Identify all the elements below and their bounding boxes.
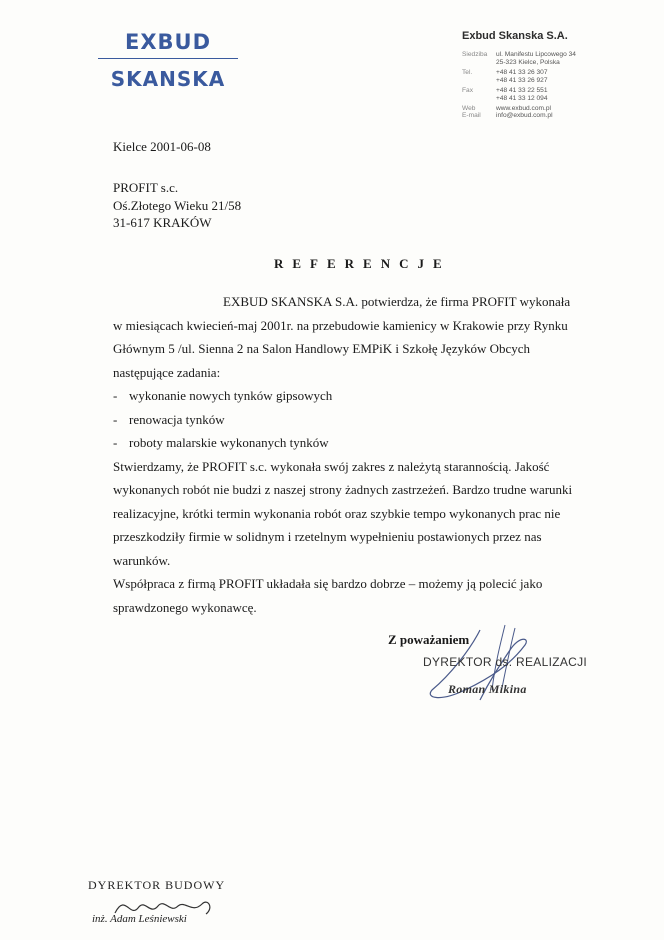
info-key: Fax	[462, 87, 473, 94]
task-list-item: - renowacja tynków	[113, 411, 225, 427]
info-key: Tel.	[462, 69, 473, 76]
recipient-line: Oś.Złotego Wieku 21/58	[113, 197, 242, 213]
signer-name: Roman Mikina	[448, 682, 527, 696]
body-line: następujące zadania:	[113, 364, 221, 380]
body-line: sprawdzonego wykonawcę.	[113, 599, 257, 615]
info-row-email	[462, 112, 652, 120]
recipient-line: PROFIT s.c.	[113, 180, 179, 195]
recipient-line: 31-617 KRAKÓW	[113, 215, 212, 230]
logo-divider	[98, 58, 238, 59]
info-value: www.exbud.com.pl	[496, 105, 551, 112]
info-key: E-mail	[462, 111, 481, 119]
body-line: Głównym 5 /ul. Sienna 2 na Salon Handlowy EMPiK i Szkołę Języków Obcych	[113, 341, 531, 356]
task-list-item: - roboty malarskie wykonanych tynków	[113, 435, 329, 450]
letter-heading: REFERENCJE	[274, 256, 451, 271]
company-logo	[98, 30, 238, 91]
letter-date: Kielce 2001-06-08	[113, 139, 211, 154]
info-value: ul. Manifestu Lipcowego 34 25-323 Kielce, Polska	[496, 51, 576, 66]
info-value: info@exbud.com.pl	[496, 111, 553, 119]
task-list-item: - wykonanie nowych tynków gipsowych	[113, 388, 333, 403]
bottom-signature	[110, 888, 220, 933]
bottom-stamp-title: DYREKTOR BUDOWY	[88, 878, 226, 892]
body-line: realizacyjne, krótki termin wykonania robót oraz szybkie tempo wykonanych prac nie	[113, 505, 561, 521]
body-line: Współpraca z firmą PROFIT układała się bardzo dobrze – możemy ją polecić jako	[113, 576, 543, 591]
greeting-text: Z poważaniem	[388, 632, 470, 647]
info-row-phone	[462, 69, 652, 84]
logo-line-2: SKANSKA	[110, 67, 226, 91]
bottom-stamp-name: inż. Adam Leśniewski	[92, 913, 187, 925]
company-info	[462, 30, 652, 122]
info-row-address	[462, 51, 652, 66]
info-value: +48 41 33 26 307 +48 41 33 26 927	[496, 69, 548, 84]
body-line: warunków.	[113, 552, 171, 568]
info-row-fax	[462, 87, 652, 102]
info-key: Siedziba	[462, 51, 488, 58]
body-line: wykonanych robót nie budzi z naszej strony żadnych zastrzeżeń. Bardzo trudne warunki	[113, 482, 573, 497]
body-line: w miesiącach kwiecień-maj 2001r. na przebudowie kamienicy w Krakowie przy Rynku	[113, 317, 568, 333]
signer-title: DYREKTOR ds. REALIZACJI	[423, 655, 588, 669]
body-line: przeszkodziły firmie w solidnym i rzetelnym wypełnieniu postawionych przez nas	[113, 529, 542, 544]
logo-line-1: EXBUD	[124, 30, 212, 54]
body-line: EXBUD SKANSKA S.A. potwierdza, że firma PROFIT wykonała	[223, 294, 571, 309]
info-value: +48 41 33 22 551 +48 41 33 12 094	[496, 87, 548, 102]
info-key: Web	[462, 105, 476, 112]
letter-body	[113, 290, 588, 619]
recipient-address	[113, 179, 241, 232]
company-name: Exbud Skanska S.A.	[462, 30, 568, 42]
body-line: Stwierdzamy, że PROFIT s.c. wykonała swój zakres z należytą starannością. Jakość	[113, 458, 550, 474]
